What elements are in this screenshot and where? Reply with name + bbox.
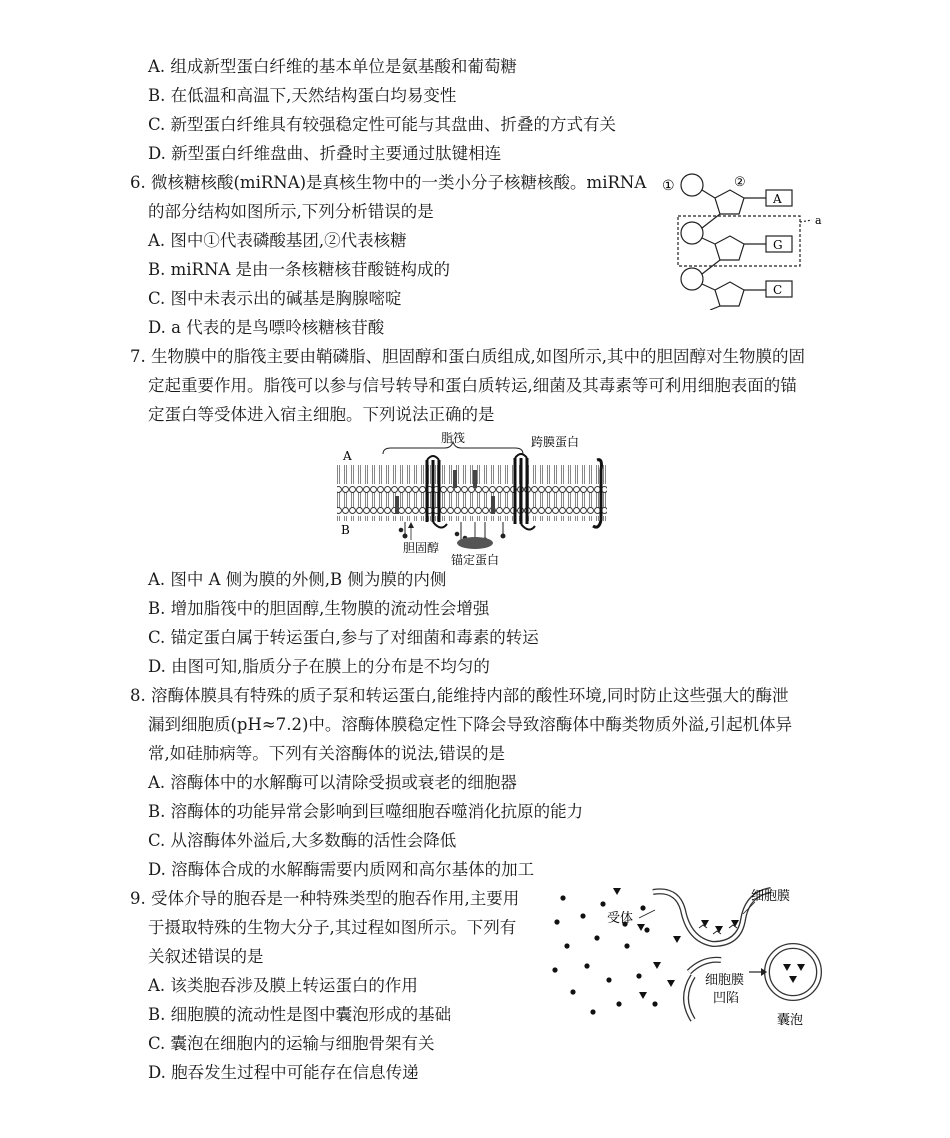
q5-option-a: A. 组成新型蛋白纤维的基本单位是氨基酸和葡萄糖 [148, 57, 517, 76]
q7-stem-line3: 定蛋白等受体进入宿主细胞。下列说法正确的是 [148, 405, 495, 424]
mirna-mark-1: ① [662, 178, 675, 194]
anchor-protein-label: 锚定蛋白 [451, 553, 500, 567]
q5-option-c: C. 新型蛋白纤维具有较强稳定性可能与其盘曲、折叠的方式有关 [148, 115, 617, 134]
membrane-pit-label-2: 凹陷 [713, 991, 740, 1006]
q9-stem-line1: 9. 受体介导的胞吞是一种特殊类型的胞吞作用,主要用 [130, 889, 520, 908]
base-c-label: C [773, 283, 783, 297]
q6-option-d: D. a 代表的是鸟嘌呤核糖核苷酸 [148, 318, 385, 337]
receptor-label: 受体 [607, 911, 634, 926]
cholesterol-label: 胆固醇 [403, 541, 440, 555]
vesicle-label: 囊泡 [777, 1013, 804, 1028]
q7-option-d: D. 由图可知,脂质分子在膜上的分布是不均匀的 [148, 657, 490, 676]
transmembrane-protein-label: 跨膜蛋白 [531, 435, 580, 449]
q8-option-c: C. 从溶酶体外溢后,大多数酶的活性会降低 [148, 831, 457, 850]
mirna-structure-figure [660, 170, 830, 310]
q9-option-d: D. 胞吞发生过程中可能存在信息传递 [148, 1063, 419, 1082]
membrane-pit-label-1: 细胞膜 [705, 973, 745, 988]
q6-option-a: A. 图中①代表磷酸基团,②代表核糖 [148, 231, 407, 250]
mirna-mark-2: ② [734, 175, 746, 190]
q8-option-d: D. 溶酶体合成的水解酶需要内质网和高尔基体的加工 [148, 860, 535, 879]
q5-option-b: B. 在低温和高温下,天然结构蛋白均易变性 [148, 86, 457, 105]
q6-stem-line1: 6. 微核糖核酸(miRNA)是真核生物中的一类小分子核糖核酸。miRNA [130, 173, 647, 192]
base-a-label: A [773, 192, 782, 206]
q8-stem-line3: 常,如硅肺病等。下列有关溶酶体的说法,错误的是 [148, 744, 505, 763]
cell-membrane-label: 细胞膜 [751, 889, 791, 904]
q9-stem-line2: 于摄取特殊的生物大分子,其过程如图所示。下列有 [148, 918, 517, 937]
q9-stem-line3: 关叙述错误的是 [148, 947, 264, 966]
q7-stem-line1: 7. 生物膜中的脂筏主要由鞘磷脂、胆固醇和蛋白质组成,如图所示,其中的胆固醇对生物膜的固 [130, 347, 805, 366]
endocytosis-figure [543, 880, 835, 1030]
q5-option-d: D. 新型蛋白纤维盘曲、折叠时主要通过肽键相连 [148, 144, 502, 163]
q9-option-c: C. 囊泡在细胞内的运输与细胞骨架有关 [148, 1034, 435, 1053]
q7-option-a: A. 图中 A 侧为膜的外侧,B 侧为膜的内侧 [148, 570, 447, 589]
side-b-label: B [341, 523, 350, 537]
q8-option-b: B. 溶酶体的功能异常会影响到巨噬细胞吞噬消化抗原的能力 [148, 802, 584, 821]
q7-stem-line2: 定起重要作用。脂筏可以参与信号转导和蛋白质转运,细菌及其毒素等可利用细胞表面的锚 [148, 376, 797, 395]
q7-option-c: C. 锚定蛋白属于转运蛋白,参与了对细菌和毒素的转运 [148, 628, 539, 647]
q6-stem-line2: 的部分结构如图所示,下列分析错误的是 [148, 202, 434, 221]
q6-option-c: C. 图中未表示出的碱基是胸腺嘧啶 [148, 289, 402, 308]
q8-stem-line2: 漏到细胞质(pH≈7.2)中。溶酶体膜稳定性下降会导致溶酶体中酶类物质外溢,引起机体异 [148, 715, 793, 734]
q8-stem-line1: 8. 溶酶体膜具有特殊的质子泵和转运蛋白,能维持内部的酸性环境,同时防止这些强大的酶泄 [130, 686, 789, 705]
q6-option-b: B. miRNA 是由一条核糖核苷酸链构成的 [148, 260, 451, 279]
bracket-a-label: a [815, 214, 822, 227]
q9-option-a: A. 该类胞吞涉及膜上转运蛋白的作用 [148, 976, 418, 995]
raft-label: 脂筏 [441, 431, 466, 445]
side-a-label: A [343, 449, 352, 463]
base-g-label: G [773, 238, 783, 252]
q7-option-b: B. 增加脂筏中的胆固醇,生物膜的流动性会增强 [148, 599, 490, 618]
q9-option-b: B. 细胞膜的流动性是图中囊泡形成的基础 [148, 1005, 452, 1024]
lipid-raft-figure [335, 430, 615, 568]
q8-option-a: A. 溶酶体中的水解酶可以清除受损或衰老的细胞器 [148, 773, 517, 792]
